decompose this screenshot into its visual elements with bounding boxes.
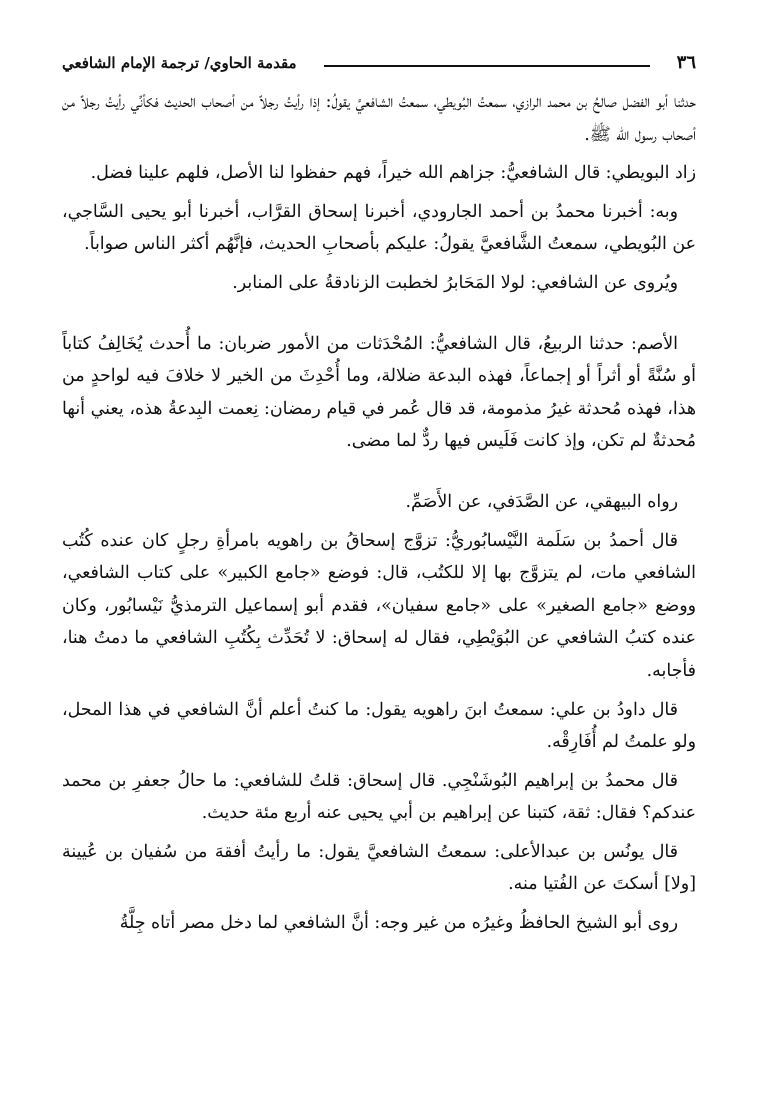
- paragraph-1: حدثنا أبو الفضل صالحُ بن محمد الرازي، سمعتُ البُويطي، سمعتُ الشافعيَّ يقولُ: إذا رأيتُ رجلاً من أصحاب الحديث فكأنِّي رأيتُ رجلاً من أصحاب رسول الله ﷺ.: [62, 92, 696, 145]
- page-number: ٣٦: [676, 52, 696, 73]
- section-gap: [62, 464, 696, 486]
- page-header: [62, 52, 696, 78]
- running-title: مقدمة الحاوي/ ترجمة الإمام الشافعي: [62, 54, 297, 72]
- paragraph-10: قال يونُس بن عبدالأعلى: سمعتُ الشافعيَّ يقول: ما رأيتُ أفقهَ من سُفيان بن عُيينة [ولا] أسكتَ عن الفُتيا منه.: [62, 841, 696, 895]
- section-gap: [62, 306, 696, 328]
- paragraph-4: ويُروى عن الشافعي: لولا المَحَابرُ لخطبت الزنادقةُ على المنابر.: [232, 272, 678, 293]
- paragraph-11: روى أبو الشيخ الحافظُ وغيرُه من غير وجه: أنَّ الشافعي لما دخل مصر أتاه جِلَّةُ: [119, 913, 678, 934]
- paragraph-9: قال محمدُ بن إبراهيم البُوشَنْجِي. قال إسحاق: قلتُ للشافعي: ما حالُ جعفرِ بن محمد عندكم؟ فقال: ثقة، كتبنا عن إبراهيم بن أبي يحيى عنه أربع مئة حديث.: [62, 770, 696, 824]
- paragraph-5: الأصم: حدثنا الربيعُ، قال الشافعيُّ: المُحْدَثات من الأمور ضربان: ما أُحدث يُخَالِفُ كتاباً أو سُنَّةً أو أثراً أو إجماعاً، فهذه البدعة ضلالة، وما أُحْدِثَ من الخير لا خلافَ فيه لواحدٍ من هذا، فهذه مُحدثة غيرُ مذمومة، قد قال عُمر في قيام رمضان: نِعمت البِدعةُ هذه، يعني أنها مُحدثةٌ لم تكن، وإذ كانت فَلَيس فيها ردٌّ لما مضى.: [62, 333, 696, 452]
- paragraph-8: قال داودُ بن علي: سمعتُ ابنَ راهويه يقول: ما كنتُ أعلم أنَّ الشافعي في هذا المحل، ولو علمتُ لم أُفَارِقْه.: [62, 699, 696, 753]
- paragraph-7: قال أحمدُ بن سَلَمة النَّيْسابُوريُّ: تزوَّج إسحاقُ بن راهويه بامرأةِ رجلٍ كان عنده كُتُب الشافعي مات، لم يتزوَّج بها إلا للكتُب، قال: فوضع «جامع الكبير» على كتاب الشافعي، ووضع «جامع الصغير» على «جامع سفيان»، فقدم أبو إسماعيل الترمذيُّ نَيْسابُور، وكان عنده كتبُ الشافعي عن البُوَيْطِي، فقال له إسحاق: لا تُحَدِّث بِكُتُبِ الشافعي ما دمتُ هنا، فأجابه.: [62, 530, 696, 681]
- body-text: [62, 86, 696, 946]
- paragraph-2: زاد البويطي: قال الشافعيُّ: جزاهم الله خيراً، فهم حفظوا لنا الأصل، فلهم علينا فضل.: [90, 163, 696, 184]
- paragraph-3: وبه: أخبرنا محمدُ بن أحمد الجارودي، أخبرنا إسحاق القرَّاب، أخبرنا أبو يحيى السَّاجي، عن البُويطي، سمعتُ الشَّافعيَّ يقولُ: عليكم بأصحابِ الحديث، فإنَّهُم أكثر الناس صواباً.: [62, 201, 696, 255]
- paragraph-6: رواه البيهقي، عن الصَّدَفي، عن الأَصَمِّ.: [405, 491, 678, 512]
- header-rule: [324, 65, 650, 67]
